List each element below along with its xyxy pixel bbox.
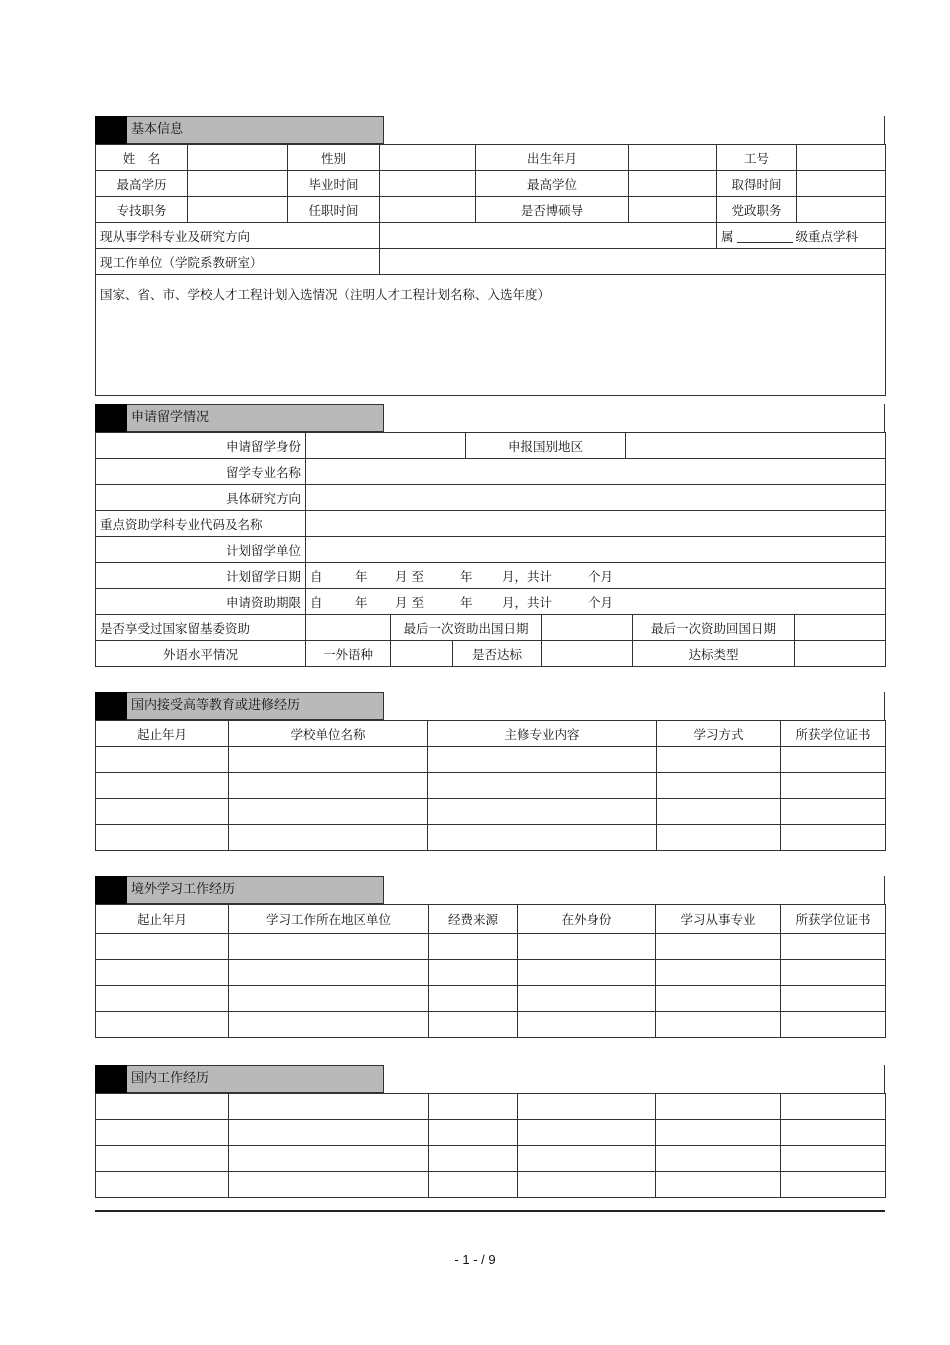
section-header — [95, 1065, 885, 1093]
gender-label: 性别 — [288, 145, 380, 171]
name-label: 姓 名 — [96, 145, 188, 171]
table-header-row — [96, 721, 886, 747]
gender-field[interactable] — [380, 145, 476, 171]
grad-time-label: 毕业时间 — [288, 171, 380, 197]
title-field[interactable] — [188, 197, 288, 223]
domestic-work-section — [95, 1065, 885, 1198]
column-header: 所获学位证书 — [781, 721, 886, 747]
education-label: 最高学历 — [96, 171, 188, 197]
section-marker — [95, 692, 127, 720]
unit-label: 现工作单位（学院系教研室） — [96, 249, 380, 275]
section-marker — [95, 116, 127, 144]
table-row[interactable] — [96, 1012, 886, 1038]
key-discipline-cell[interactable]: 属 级重点学科 — [717, 223, 886, 249]
appoint-time-label: 任职时间 — [288, 197, 380, 223]
section-title: 国内接受高等教育或进修经历 — [127, 692, 384, 720]
country-field[interactable] — [626, 433, 886, 459]
research-label: 具体研究方向 — [96, 485, 306, 511]
identity-label: 申请留学身份 — [96, 433, 306, 459]
csc-field[interactable] — [306, 615, 391, 641]
major-field[interactable] — [306, 459, 886, 485]
grad-time-field[interactable] — [380, 171, 476, 197]
table-row[interactable] — [96, 773, 886, 799]
country-label: 申报国别地区 — [466, 433, 626, 459]
table-row[interactable] — [96, 934, 886, 960]
qualified-field[interactable] — [542, 641, 633, 667]
plan-unit-field[interactable] — [306, 537, 886, 563]
domestic-edu-section — [95, 692, 885, 851]
key-code-label: 重点资助学科专业代码及名称 — [96, 511, 306, 537]
table-row[interactable] — [96, 960, 886, 986]
supervisor-label: 是否博硕导 — [476, 197, 629, 223]
title-label: 专技职务 — [96, 197, 188, 223]
column-header: 经费来源 — [429, 905, 518, 934]
column-header: 主修专业内容 — [428, 721, 657, 747]
degree-field[interactable] — [629, 171, 717, 197]
domestic-edu-table — [95, 720, 886, 851]
section-title: 基本信息 — [127, 116, 384, 144]
column-header: 学习工作所在地区单位 — [229, 905, 429, 934]
talent-program-field[interactable]: 国家、省、市、学校人才工程计划入选情况（注明人才工程计划名称、入选年度） — [96, 275, 886, 396]
supervisor-field[interactable] — [629, 197, 717, 223]
section-marker — [95, 1065, 127, 1093]
section-header — [95, 876, 885, 904]
period-field[interactable]: 自 年 月 至 年 月，共计 个月 — [306, 589, 886, 615]
party-label: 党政职务 — [717, 197, 797, 223]
abroad-section — [95, 876, 885, 1038]
degree-label: 最高学位 — [476, 171, 629, 197]
obtain-time-label: 取得时间 — [717, 171, 797, 197]
key-level-blank[interactable] — [737, 230, 793, 243]
column-header: 在外身份 — [518, 905, 656, 934]
plan-unit-label: 计划留学单位 — [96, 537, 306, 563]
section-title: 国内工作经历 — [127, 1065, 384, 1093]
staff-id-label: 工号 — [717, 145, 797, 171]
name-field[interactable] — [188, 145, 288, 171]
qualified-label: 是否达标 — [453, 641, 542, 667]
table-row[interactable] — [96, 1172, 886, 1198]
column-header: 学习方式 — [657, 721, 781, 747]
abroad-table — [95, 904, 886, 1038]
birth-label: 出生年月 — [476, 145, 629, 171]
column-header: 学习从事专业 — [656, 905, 781, 934]
research-field[interactable] — [306, 485, 886, 511]
column-header: 起止年月 — [96, 905, 229, 934]
unit-field[interactable] — [380, 249, 886, 275]
key-code-field[interactable] — [306, 511, 886, 537]
apply-table-bottom — [95, 614, 886, 641]
table-row[interactable] — [96, 747, 886, 773]
first-lang-label: 一外语种 — [306, 641, 391, 667]
apply-section — [95, 404, 885, 667]
plan-date-label: 计划留学日期 — [96, 563, 306, 589]
discipline-field[interactable] — [380, 223, 717, 249]
first-lang-field[interactable] — [391, 641, 453, 667]
section-title: 申请留学情况 — [127, 404, 384, 432]
page-number: - 1 - / 9 — [454, 1252, 496, 1267]
table-header-row — [96, 905, 886, 934]
obtain-time-field[interactable] — [797, 171, 886, 197]
csc-label: 是否享受过国家留基委资助 — [96, 615, 306, 641]
appoint-time-field[interactable] — [380, 197, 476, 223]
basic-info-section — [95, 116, 885, 396]
major-label: 留学专业名称 — [96, 459, 306, 485]
qual-type-field[interactable] — [795, 641, 886, 667]
table-row[interactable] — [96, 1146, 886, 1172]
apply-table — [95, 432, 886, 615]
column-header: 起止年月 — [96, 721, 229, 747]
section-header — [95, 116, 885, 144]
domestic-work-table — [95, 1093, 886, 1198]
bottom-rule — [95, 1210, 885, 1212]
apply-table-lang — [95, 640, 886, 667]
last-back-field[interactable] — [795, 615, 886, 641]
lang-label: 外语水平情况 — [96, 641, 306, 667]
table-row[interactable] — [96, 825, 886, 851]
last-out-label: 最后一次资助出国日期 — [391, 615, 542, 641]
basic-info-table — [95, 144, 886, 396]
section-marker — [95, 876, 127, 904]
last-out-field[interactable] — [542, 615, 633, 641]
period-label: 申请资助期限 — [96, 589, 306, 615]
table-row[interactable] — [96, 799, 886, 825]
column-header: 所获学位证书 — [781, 905, 886, 934]
education-field[interactable] — [188, 171, 288, 197]
table-row[interactable] — [96, 1094, 886, 1120]
section-marker — [95, 404, 127, 432]
staff-id-field[interactable] — [797, 145, 886, 171]
discipline-label: 现从事学科专业及研究方向 — [96, 223, 380, 249]
qual-type-label: 达标类型 — [633, 641, 795, 667]
section-header — [95, 404, 885, 432]
column-header: 学校单位名称 — [229, 721, 428, 747]
party-field[interactable] — [797, 197, 886, 223]
birth-field[interactable] — [629, 145, 717, 171]
identity-field[interactable] — [306, 433, 466, 459]
last-back-label: 最后一次资助回国日期 — [633, 615, 795, 641]
section-title: 境外学习工作经历 — [127, 876, 384, 904]
table-row[interactable] — [96, 986, 886, 1012]
section-header — [95, 692, 885, 720]
table-row[interactable] — [96, 1120, 886, 1146]
plan-date-field[interactable]: 自 年 月 至 年 月，共计 个月 — [306, 563, 886, 589]
